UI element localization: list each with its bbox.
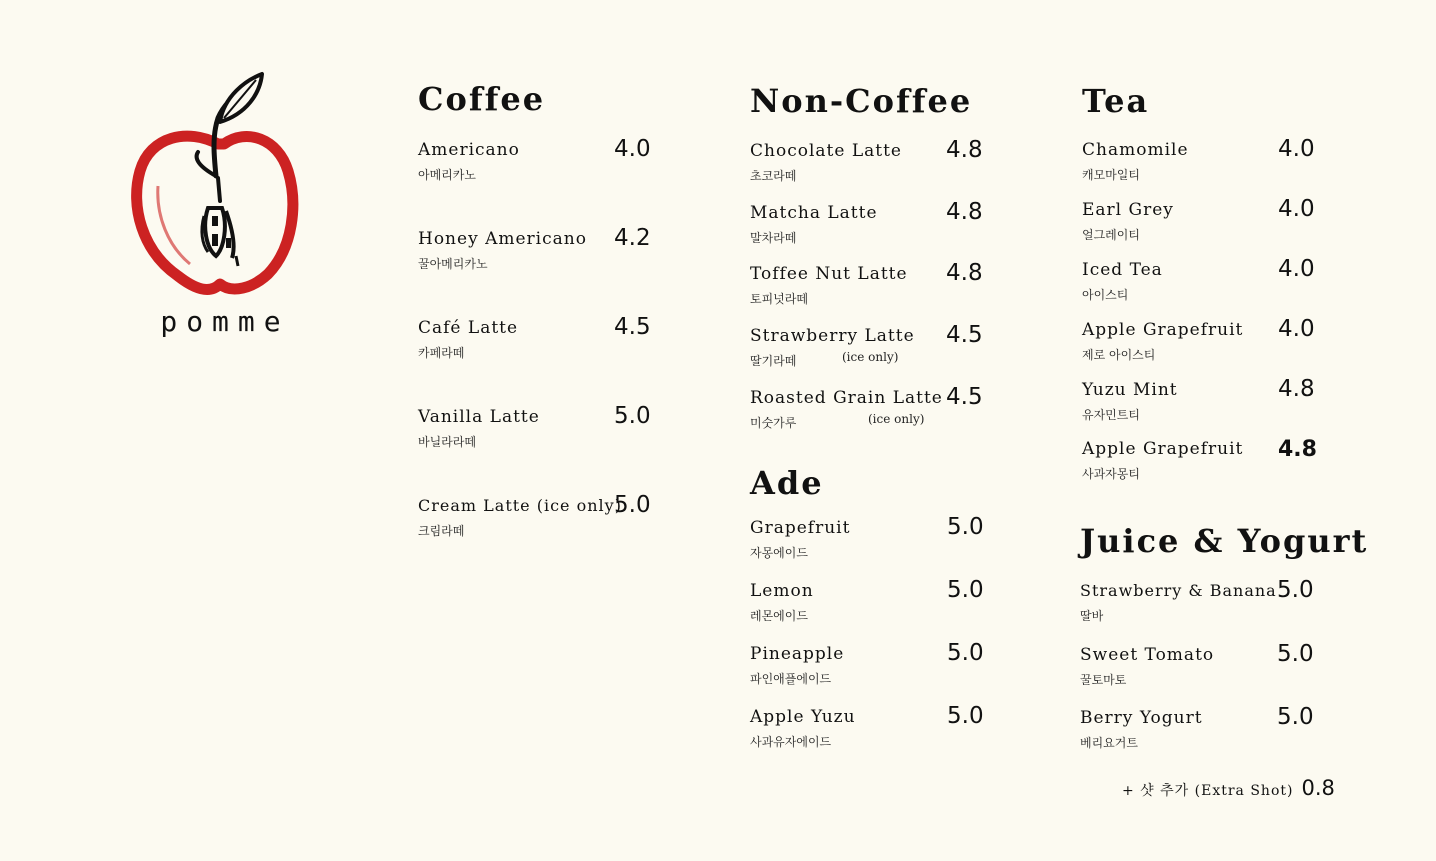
- item-price: 4.8: [1278, 376, 1315, 402]
- item-name: Iced Tea: [1082, 260, 1163, 280]
- item-price: 4.8: [1278, 437, 1317, 462]
- item-name-ko: 자몽에이드: [750, 546, 808, 560]
- item-name-ko: 아메리카노: [418, 168, 476, 182]
- item-name-ko: 얼그레이티: [1082, 228, 1140, 242]
- item-name-ko: 카페라떼: [418, 346, 465, 360]
- item-name-ko: 캐모마일티: [1082, 168, 1140, 182]
- item-name: Pineapple: [750, 644, 845, 664]
- item-name: Lemon: [750, 581, 814, 601]
- item-price: 5.0: [1277, 704, 1314, 730]
- item-note: (ice only): [842, 350, 899, 364]
- item-name: Strawberry & Banana: [1080, 581, 1277, 600]
- item-name-ko: 크림라떼: [418, 524, 465, 538]
- section-title: Ade: [750, 464, 824, 502]
- item-name: Strawberry Latte: [750, 326, 915, 346]
- section-title: Coffee: [418, 80, 546, 118]
- item-price: 5.0: [1277, 641, 1314, 667]
- item-name-ko: 바닐라라떼: [418, 435, 476, 449]
- item-price: 4.5: [946, 322, 983, 348]
- item-price: 4.5: [946, 384, 983, 410]
- item-name: Roasted Grain Latte: [750, 388, 943, 408]
- section-title: Non-Coffee: [750, 82, 973, 120]
- item-price: 4.8: [946, 260, 983, 286]
- section-title: Tea: [1082, 82, 1150, 120]
- item-price: 4.0: [1278, 136, 1315, 162]
- item-name-ko: 파인애플에이드: [750, 672, 832, 686]
- item-name: Apple Yuzu: [750, 707, 856, 727]
- item-name: Sweet Tomato: [1080, 645, 1215, 665]
- item-name-ko: 꿀아메리카노: [418, 257, 488, 271]
- item-price: 4.0: [1278, 256, 1315, 282]
- item-name: Chamomile: [1082, 140, 1189, 160]
- item-price: 4.0: [614, 136, 651, 162]
- item-name-ko: 유자민트티: [1082, 408, 1140, 422]
- item-name: Americano: [418, 140, 520, 160]
- item-name-ko: 말차라떼: [750, 231, 797, 245]
- item-price: 5.0: [1277, 577, 1314, 603]
- item-name: Cream Latte (ice only): [418, 496, 622, 515]
- brand-name: pomme: [160, 305, 290, 338]
- item-name: Toffee Nut Latte: [750, 264, 908, 284]
- item-name: Berry Yogurt: [1080, 708, 1203, 728]
- item-name-ko: 딸바: [1080, 609, 1104, 623]
- item-price: 4.8: [946, 137, 983, 163]
- item-name: Chocolate Latte: [750, 141, 902, 161]
- item-price: 5.0: [614, 403, 651, 429]
- item-name: Apple Grapefruit: [1082, 439, 1244, 459]
- item-price: 5.0: [947, 577, 984, 603]
- item-name: Grapefruit: [750, 518, 851, 538]
- item-name-ko: 아이스티: [1082, 288, 1129, 302]
- item-price: 4.0: [1278, 316, 1315, 342]
- item-price: 4.5: [614, 314, 651, 340]
- item-name: Vanilla Latte: [418, 407, 540, 427]
- extra-shot-price: 0.8: [1301, 776, 1335, 800]
- item-price: 5.0: [947, 514, 984, 540]
- item-name-ko: 토피넛라떼: [750, 292, 808, 306]
- item-price: 4.8: [946, 199, 983, 225]
- item-name-ko: 사과자몽티: [1082, 467, 1140, 481]
- item-price: 5.0: [947, 703, 984, 729]
- item-price: 5.0: [614, 492, 651, 518]
- item-name-ko: 베리요거트: [1080, 736, 1138, 750]
- apple-icon: [128, 66, 303, 301]
- item-name: Honey Americano: [418, 229, 587, 249]
- extra-shot-label: + 샷 추가 (Extra Shot): [1122, 783, 1294, 799]
- item-name: Café Latte: [418, 318, 519, 338]
- item-price: 4.2: [614, 225, 651, 251]
- item-name: Earl Grey: [1082, 200, 1174, 220]
- item-name-ko: 제로 아이스티: [1082, 348, 1156, 362]
- item-name-ko: 초코라떼: [750, 169, 797, 183]
- item-name-ko: 딸기라떼: [750, 354, 797, 368]
- item-name: Matcha Latte: [750, 203, 878, 223]
- item-price: 5.0: [947, 640, 984, 666]
- item-name-ko: 사과유자에이드: [750, 735, 832, 749]
- item-name-ko: 레몬에이드: [750, 609, 808, 623]
- item-note: (ice only): [868, 412, 925, 426]
- item-name: Yuzu Mint: [1082, 380, 1178, 400]
- item-price: 4.0: [1278, 196, 1315, 222]
- extra-shot: [1122, 776, 1335, 800]
- section-title: Juice & Yogurt: [1080, 522, 1369, 560]
- item-name-ko: 꿀토마토: [1080, 673, 1127, 687]
- item-name-ko: 미숫가루: [750, 416, 797, 430]
- item-name: Apple Grapefruit: [1082, 320, 1244, 340]
